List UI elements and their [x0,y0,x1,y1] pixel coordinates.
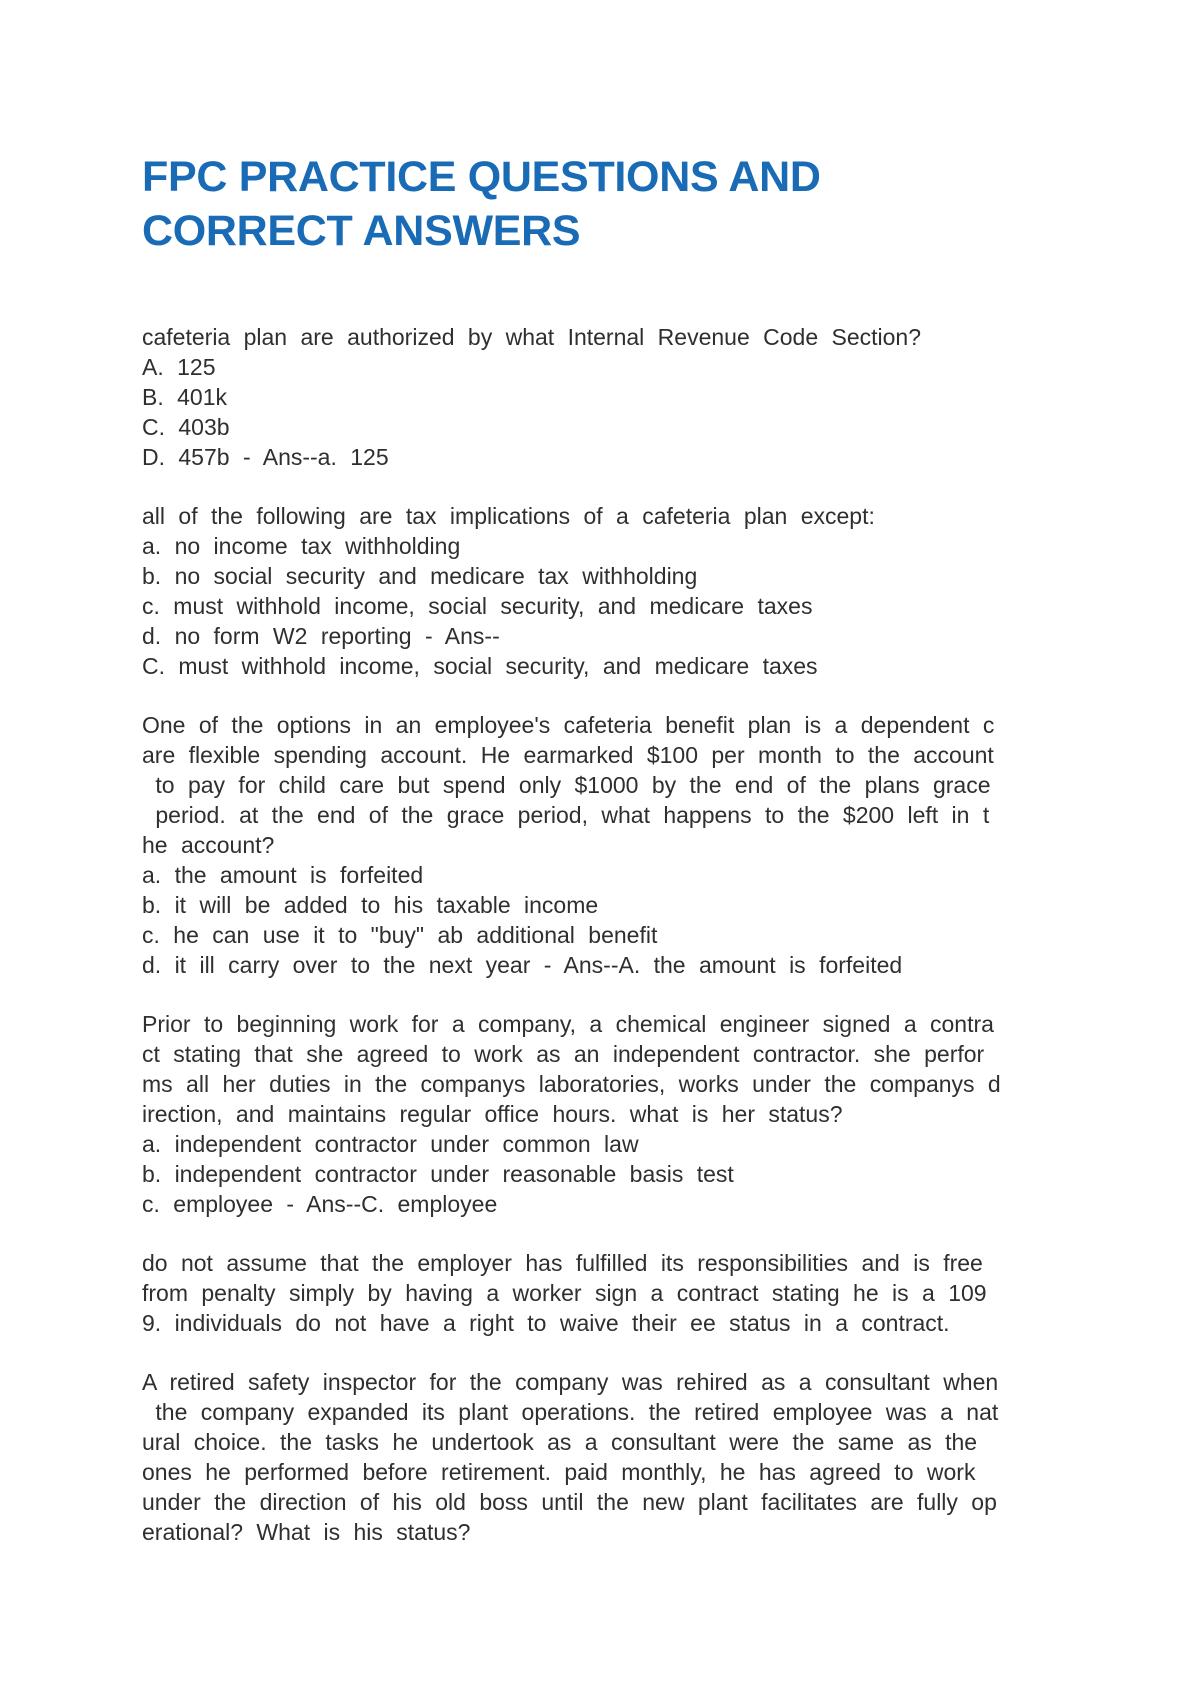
text-line: ct stating that she agreed to work as an independent contractor. she perfor [142,1041,985,1067]
text-line: b. no social security and medicare tax withholding [142,563,698,589]
text-line: A retired safety inspector for the company was rehired as a consultant when [142,1369,999,1395]
text-line: ones he performed before retirement. paid monthly, he has agreed to work [142,1459,976,1485]
document-title [142,150,1072,258]
text-line: to pay for child care but spend only $1000 by the end of the plans grace [142,772,991,798]
question-block [142,322,1072,472]
text-line: irection, and maintains regular office hours. what is her status? [142,1101,843,1127]
text-line: Prior to beginning work for a company, a chemical engineer signed a contra [142,1011,994,1037]
text-line: c. he can use it to "buy" ab additional benefit [142,922,658,948]
text-line: do not assume that the employer has fulfilled its responsibilities and is free [142,1250,983,1276]
text-line: the company expanded its plant operations. the retired employee was a nat [142,1399,999,1425]
text-line: ural choice. the tasks he undertook as a consultant were the same as the [142,1429,978,1455]
text-line: erational? What is his status? [142,1519,471,1545]
title-line: CORRECT ANSWERS [142,207,581,255]
text-line: a. independent contractor under common law [142,1131,639,1157]
text-line: D. 457b - Ans--a. 125 [142,444,389,470]
text-line: are flexible spending account. He earmarked $100 per month to the account [142,742,994,768]
text-line: b. it will be added to his taxable income [142,892,599,918]
text-line: he account? [142,832,275,858]
question-block [142,501,1072,681]
text-line: from penalty simply by having a worker sign a contract stating he is a 109 [142,1280,987,1306]
document-page [142,150,1072,1576]
text-line: A. 125 [142,354,216,380]
text-line: 9. individuals do not have a right to waive their ee status in a contract. [142,1310,950,1336]
text-line: c. must withhold income, social security, and medicare taxes [142,593,813,619]
note-block [142,1248,1072,1338]
text-line: b. independent contractor under reasonable basis test [142,1161,734,1187]
text-line: a. no income tax withholding [142,533,461,559]
question-block [142,1367,1072,1547]
title-line: FPC PRACTICE QUESTIONS AND [142,153,821,201]
text-line: C. 403b [142,414,230,440]
document-body [142,322,1072,1547]
text-line: d. it ill carry over to the next year - Ans--A. the amount is forfeited [142,952,903,978]
question-block [142,1009,1072,1219]
text-line: cafeteria plan are authorized by what Internal Revenue Code Section? [142,324,922,350]
text-line: C. must withhold income, social security, and medicare taxes [142,653,818,679]
text-line: c. employee - Ans--C. employee [142,1191,498,1217]
text-line: a. the amount is forfeited [142,862,424,888]
text-line: ms all her duties in the companys laboratories, works under the companys d [142,1071,1001,1097]
text-line: period. at the end of the grace period, what happens to the $200 left in t [142,802,990,828]
text-line: One of the options in an employee's cafeteria benefit plan is a dependent c [142,712,995,738]
text-line: B. 401k [142,384,227,410]
text-line: all of the following are tax implications of a cafeteria plan except: [142,503,875,529]
text-line: under the direction of his old boss until the new plant facilitates are fully op [142,1489,997,1515]
text-line: d. no form W2 reporting - Ans-- [142,623,500,649]
question-block [142,710,1072,980]
